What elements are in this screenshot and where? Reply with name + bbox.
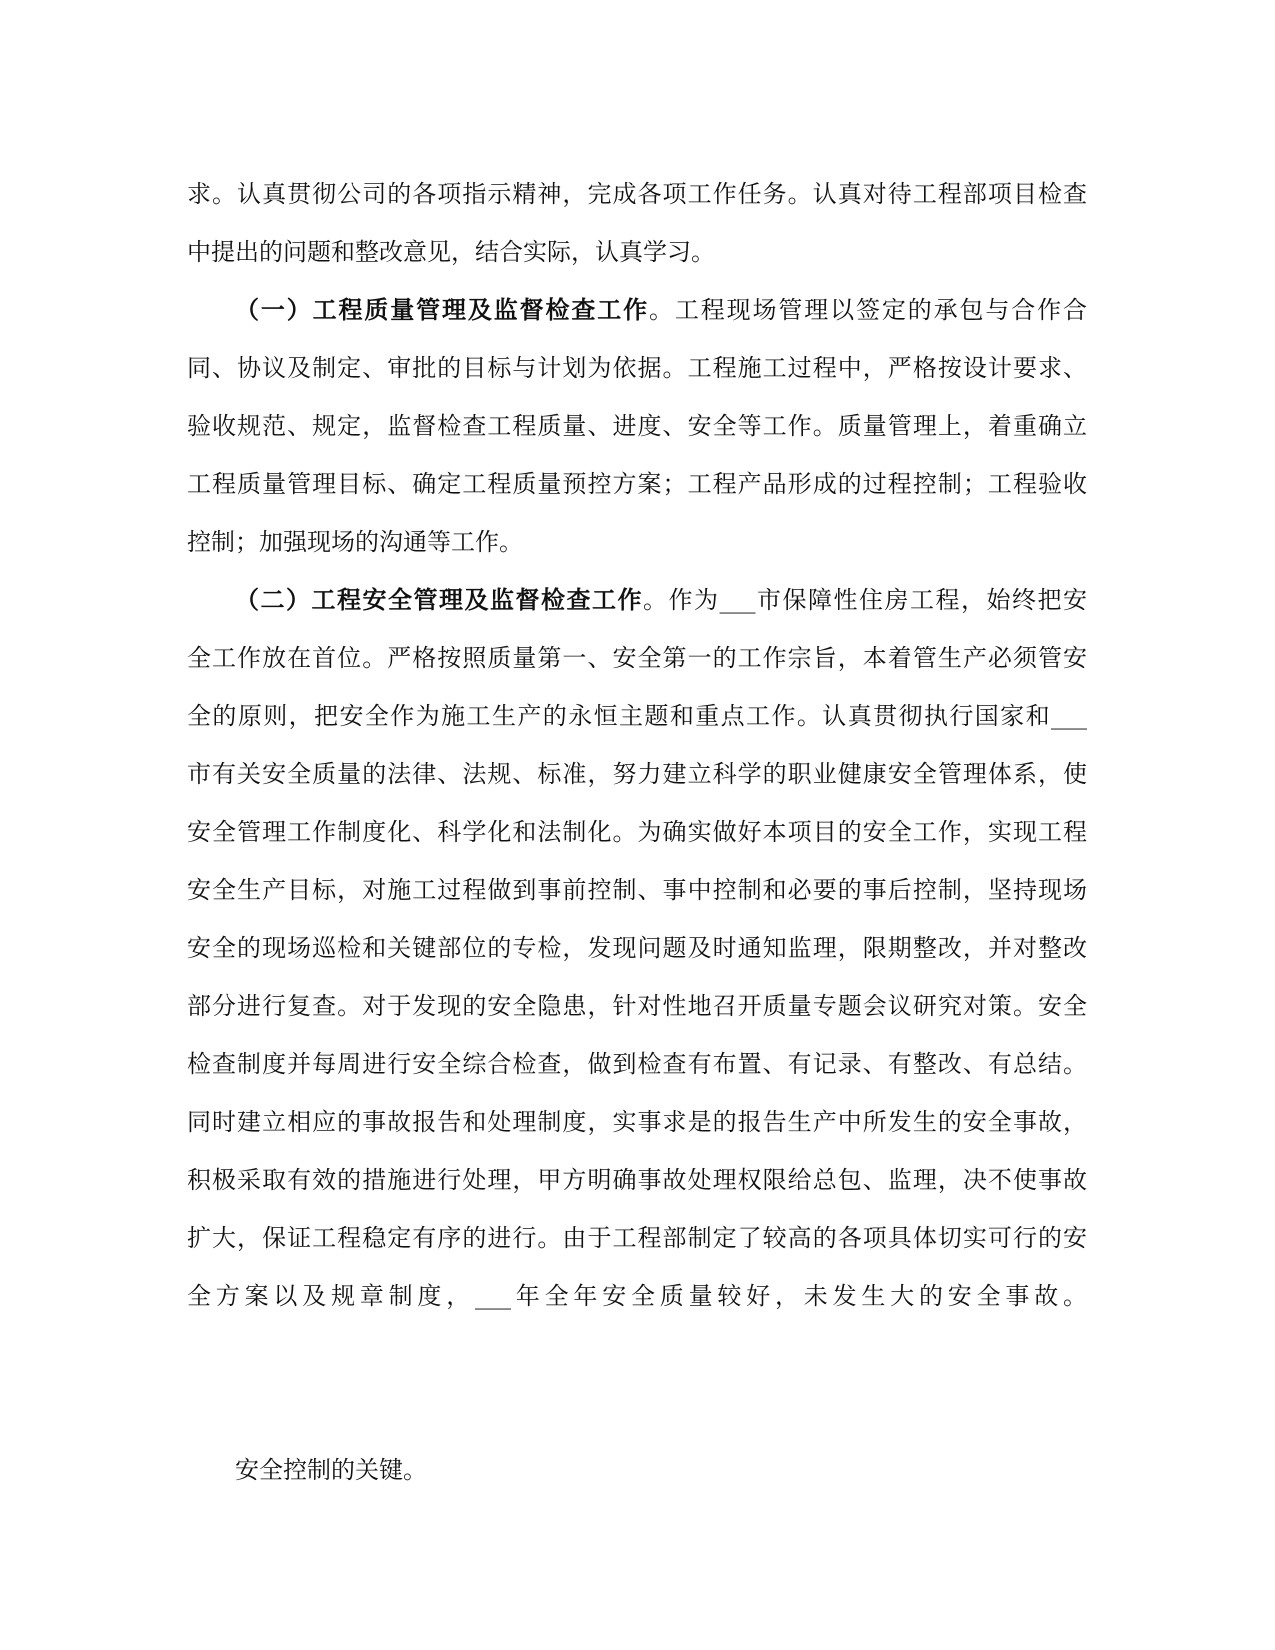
document-page [187,165,1087,1499]
line-text: 全方案以及规章制度，___年全年安全质量较好，未发生大的安全事故。 [187,1282,1087,1310]
text-line [187,1209,1087,1267]
text-line [187,397,1087,455]
line-text: 同时建立相应的事故报告和处理制度，实事求是的报告生产中所发生的安全事故， [187,1108,1087,1136]
text-line [187,919,1087,977]
line-text: 市有关安全质量的法律、法规、标准，努力建立科学的职业健康安全管理体系，使 [187,760,1087,788]
line-text: 同、协议及制定、审批的目标与计划为依据。工程施工过程中，严格按设计要求、 [187,354,1087,382]
text-line [187,455,1087,513]
text-line [187,803,1087,861]
text-line [187,281,1087,339]
line-text: 工程质量管理目标、确定工程质量预控方案；工程产品形成的过程控制；工程验收 [187,470,1087,498]
line-text: 求。认真贯彻公司的各项指示精神，完成各项工作任务。认真对待工程部项目检查 [187,180,1087,208]
text-line [187,339,1087,397]
text-line [187,223,1087,281]
text-line [187,1325,1087,1383]
text-line [187,977,1087,1035]
paragraph-closing [187,1441,1087,1499]
line-text: 控制；加强现场的沟通等工作。 [187,528,523,556]
line-text: 。作为___市保障性住房工程，始终把安 [643,586,1087,614]
paragraph-safety-management [187,571,1087,1441]
text-line [187,861,1087,919]
section-heading: （一）工程质量管理及监督检查工作 [235,295,649,324]
line-text: 全的原则，把安全作为施工生产的永恒主题和重点工作。认真贯彻执行国家和___ [187,702,1087,730]
text-line [187,687,1087,745]
line-text: 全工作放在首位。严格按照质量第一、安全第一的工作宗旨，本着管生产必须管安 [187,644,1087,672]
line-text: 安全管理工作制度化、科学化和法制化。为确实做好本项目的安全工作，实现工程 [187,818,1087,846]
text-line [187,571,1087,629]
text-line [187,513,1087,571]
text-line [187,1093,1087,1151]
line-text: 验收规范、规定，监督检查工程质量、进度、安全等工作。质量管理上，着重确立 [187,412,1087,440]
line-text: 积极采取有效的措施进行处理，甲方明确事故处理权限给总包、监理，决不使事故 [187,1166,1087,1194]
text-line [187,745,1087,803]
line-text: 中提出的问题和整改意见，结合实际，认真学习。 [187,238,715,266]
line-text: 安全生产目标，对施工过程做到事前控制、事中控制和必要的事后控制，坚持现场 [187,876,1087,904]
section-heading: （二）工程安全管理及监督检查工作 [235,585,643,614]
line-text: 安全控制的关键。 [235,1456,427,1484]
text-line [187,629,1087,687]
text-line [187,1383,1087,1441]
text-line [187,1441,1087,1499]
paragraph-intro [187,165,1087,281]
text-line [187,1035,1087,1093]
text-line [187,165,1087,223]
line-text: 部分进行复查。对于发现的安全隐患，针对性地召开质量专题会议研究对策。安全 [187,992,1087,1020]
text-line [187,1267,1087,1325]
paragraph-quality-management [187,281,1087,571]
line-text: 。工程现场管理以签定的承包与合作合 [649,296,1087,324]
line-text: 安全的现场巡检和关键部位的专检，发现问题及时通知监理，限期整改，并对整改 [187,934,1087,962]
text-line [187,1151,1087,1209]
line-text: 检查制度并每周进行安全综合检查，做到检查有布置、有记录、有整改、有总结。 [187,1050,1087,1078]
line-text: 扩大，保证工程稳定有序的进行。由于工程部制定了较高的各项具体切实可行的安 [187,1224,1087,1252]
